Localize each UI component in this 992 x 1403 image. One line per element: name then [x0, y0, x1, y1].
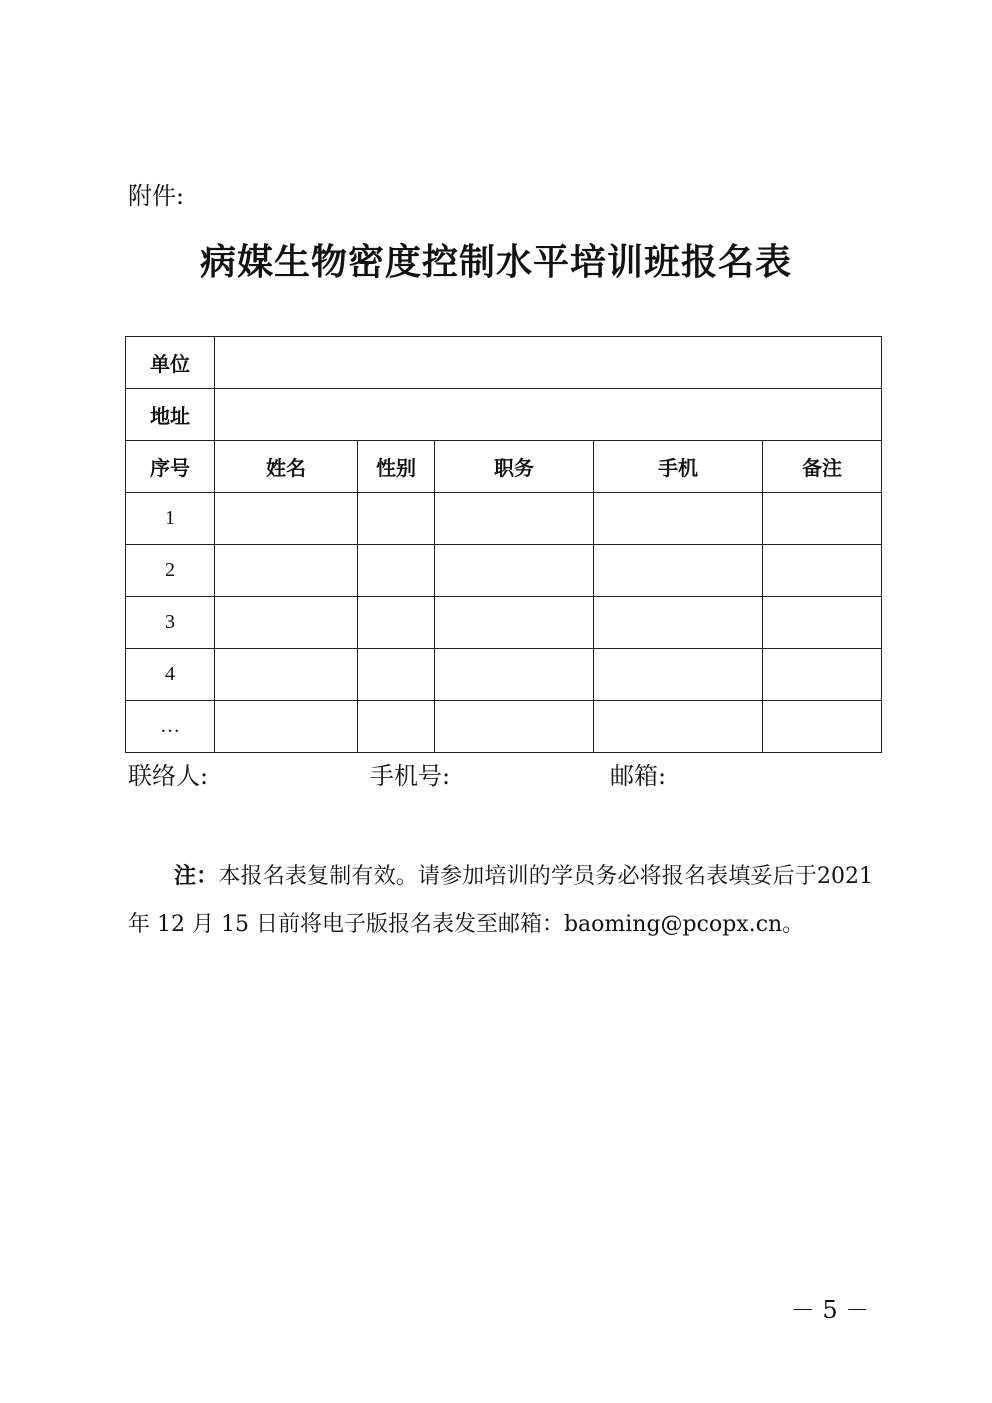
row-serial: 1 — [126, 493, 215, 545]
remarks-cell[interactable] — [763, 493, 882, 545]
remarks-cell[interactable] — [763, 701, 882, 753]
phone-cell[interactable] — [594, 701, 763, 753]
phone-cell[interactable] — [594, 545, 763, 597]
row-serial: 4 — [126, 649, 215, 701]
note-paragraph — [128, 852, 873, 949]
table-row — [126, 597, 882, 649]
remarks-cell[interactable] — [763, 649, 882, 701]
header-remarks: 备注 — [763, 441, 882, 493]
header-serial: 序号 — [126, 441, 215, 493]
header-gender: 性别 — [358, 441, 435, 493]
position-cell[interactable] — [435, 701, 594, 753]
page-number: － 5 － — [790, 1296, 870, 1324]
phone-cell[interactable] — [594, 597, 763, 649]
contact-person-label: 联络人: — [128, 762, 209, 790]
remarks-cell[interactable] — [763, 545, 882, 597]
table-row — [126, 649, 882, 701]
gender-cell[interactable] — [358, 597, 435, 649]
phone-cell[interactable] — [594, 493, 763, 545]
header-row — [126, 441, 882, 493]
header-phone: 手机 — [594, 441, 763, 493]
name-cell[interactable] — [215, 493, 358, 545]
row-serial: … — [126, 701, 215, 753]
note-text: 本报名表复制有效。请参加培训的学员务必将报名表填妥后于2021 年 12 月 15 日前将电子版报名表发至邮箱：baoming@pcopx.cn。 — [128, 864, 873, 937]
unit-label: 单位 — [126, 337, 215, 389]
name-cell[interactable] — [215, 649, 358, 701]
attachment-label: 附件: — [128, 182, 185, 210]
name-cell[interactable] — [215, 545, 358, 597]
gender-cell[interactable] — [358, 493, 435, 545]
header-name: 姓名 — [215, 441, 358, 493]
position-cell[interactable] — [435, 649, 594, 701]
table-row — [126, 701, 882, 753]
address-field[interactable] — [215, 389, 882, 441]
contact-phone-label: 手机号: — [370, 762, 451, 790]
table-row — [126, 545, 882, 597]
position-cell[interactable] — [435, 597, 594, 649]
unit-row — [126, 337, 882, 389]
address-label: 地址 — [126, 389, 215, 441]
row-serial: 2 — [126, 545, 215, 597]
unit-field[interactable] — [215, 337, 882, 389]
registration-table — [125, 336, 882, 753]
page-title: 病媒生物密度控制水平培训班报名表 — [199, 241, 792, 283]
name-cell[interactable] — [215, 597, 358, 649]
remarks-cell[interactable] — [763, 597, 882, 649]
gender-cell[interactable] — [358, 701, 435, 753]
note-lead: 注： — [174, 863, 219, 889]
position-cell[interactable] — [435, 545, 594, 597]
table-row — [126, 493, 882, 545]
contact-email-label: 邮箱: — [610, 762, 667, 790]
name-cell[interactable] — [215, 701, 358, 753]
header-position: 职务 — [435, 441, 594, 493]
position-cell[interactable] — [435, 493, 594, 545]
address-row — [126, 389, 882, 441]
gender-cell[interactable] — [358, 545, 435, 597]
row-serial: 3 — [126, 597, 215, 649]
phone-cell[interactable] — [594, 649, 763, 701]
gender-cell[interactable] — [358, 649, 435, 701]
